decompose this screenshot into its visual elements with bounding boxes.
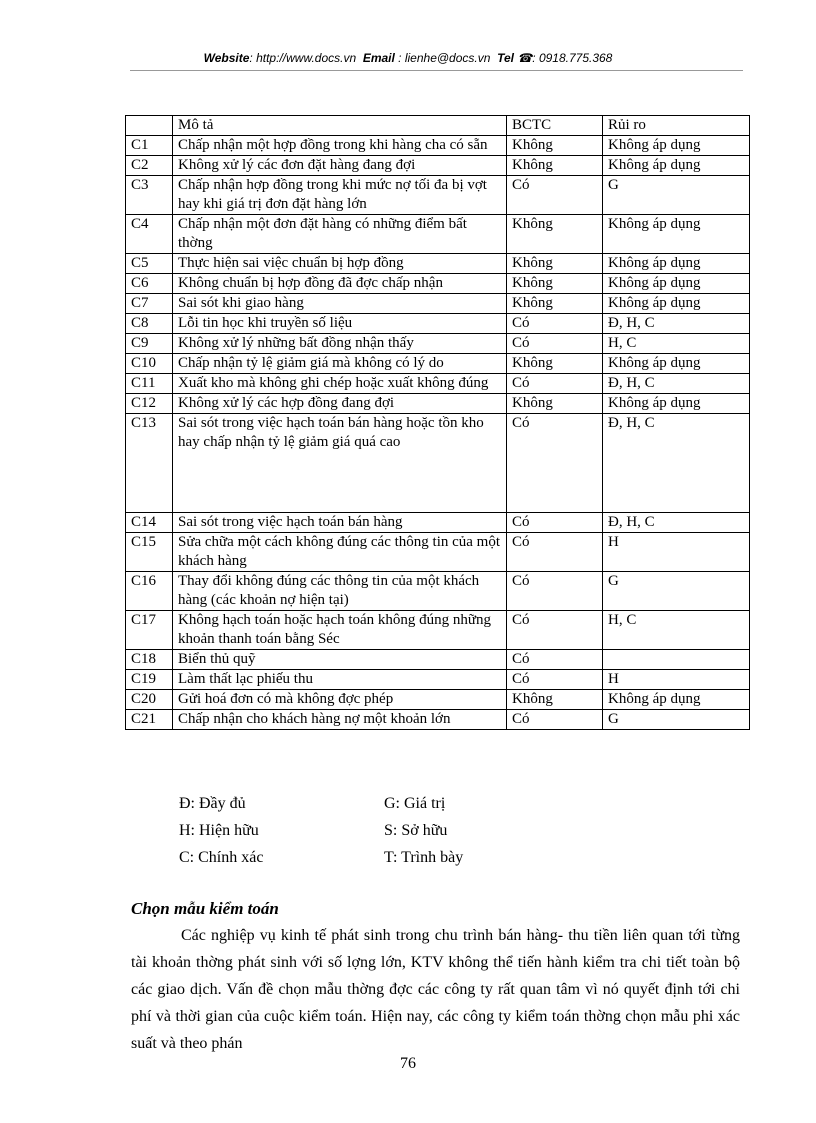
cell-description: Chấp nhận tỷ lệ giảm giá mà không có lý do xyxy=(173,354,507,374)
cell-risk: Đ, H, C xyxy=(603,414,750,513)
phone-icon: ☎ xyxy=(517,51,533,65)
cell-risk: G xyxy=(603,710,750,730)
cell-bctc: Có xyxy=(507,334,603,354)
cell-bctc: Không xyxy=(507,294,603,314)
cell-code: C14 xyxy=(126,513,173,533)
cell-code: C3 xyxy=(126,176,173,215)
header-cell-risk: Rủi ro xyxy=(603,116,750,136)
cell-description: Sửa chữa một cách không đúng các thông tin của một khách hàng xyxy=(173,533,507,572)
cell-risk: Không áp dụng xyxy=(603,294,750,314)
cell-description: Sai sót trong việc hạch toán bán hàng xyxy=(173,513,507,533)
cell-code: C7 xyxy=(126,294,173,314)
table-row xyxy=(126,572,750,611)
cell-description: Sai sót trong việc hạch toán bán hàng hoặc tồn kho hay chấp nhận tỷ lệ giảm giá quá cao xyxy=(173,414,507,513)
risk-table-body xyxy=(126,116,750,730)
cell-bctc: Có xyxy=(507,513,603,533)
cell-bctc: Không xyxy=(507,136,603,156)
table-row xyxy=(126,611,750,650)
cell-description: Không xử lý các hợp đồng đang đợi xyxy=(173,394,507,414)
cell-description: Chấp nhận cho khách hàng nợ một khoản lớn xyxy=(173,710,507,730)
cell-risk: Không áp dụng xyxy=(603,254,750,274)
cell-code: C4 xyxy=(126,215,173,254)
header-divider xyxy=(130,70,743,71)
table-row xyxy=(126,670,750,690)
legend-item: T: Trình bày xyxy=(384,849,464,866)
cell-bctc: Có xyxy=(507,572,603,611)
cell-bctc: Có xyxy=(507,533,603,572)
cell-description: Thay đổi không đúng các thông tin của một khách hàng (các khoản nợ hiện tại) xyxy=(173,572,507,611)
legend-row xyxy=(179,844,463,871)
cell-risk xyxy=(603,650,750,670)
table-row xyxy=(126,274,750,294)
table-row xyxy=(126,690,750,710)
legend xyxy=(179,790,463,871)
website-value: : http://www.docs.vn xyxy=(249,51,357,65)
legend-item: S: Sở hữu xyxy=(384,822,448,839)
cell-bctc: Không xyxy=(507,156,603,176)
cell-description: Chấp nhận một hợp đồng trong khi hàng cha có sẵn xyxy=(173,136,507,156)
cell-risk: G xyxy=(603,176,750,215)
header-cell-description: Mô tả xyxy=(173,116,507,136)
email-label: Email xyxy=(362,51,395,65)
cell-code: C5 xyxy=(126,254,173,274)
cell-code: C17 xyxy=(126,611,173,650)
cell-risk: Đ, H, C xyxy=(603,314,750,334)
cell-bctc: Có xyxy=(507,314,603,334)
table-row xyxy=(126,533,750,572)
legend-row xyxy=(179,817,463,844)
cell-code: C1 xyxy=(126,136,173,156)
cell-code: C6 xyxy=(126,274,173,294)
table-row xyxy=(126,254,750,274)
table-row xyxy=(126,314,750,334)
cell-risk: H, C xyxy=(603,611,750,650)
body-paragraph: Các nghiệp vụ kinh tế phát sinh trong chu trình bán hàng- thu tiền liên quan tới từng tài khoản thờng phát sinh với số lợng lớn, KTV không thể tiến hành kiểm tra chi tiết toàn bộ các giao dịch. Vấn đề chọn mẫu thờng đợc các công ty rất quan tâm vì nó quyết định tới chi phí và thời gian của cuộc kiểm toán. Hiện nay, các công ty kiểm toán thờng chọn mẫu phi xác suất và theo phán xyxy=(131,927,740,1052)
tel-value: : 0918.775.368 xyxy=(532,51,613,65)
legend-item: Đ: Đầy đủ xyxy=(179,795,246,812)
cell-code: C12 xyxy=(126,394,173,414)
email-value: : lienhe@docs.vn xyxy=(398,51,491,65)
website-label: Website xyxy=(203,51,250,65)
cell-bctc: Không xyxy=(507,254,603,274)
cell-risk: Không áp dụng xyxy=(603,690,750,710)
cell-bctc: Có xyxy=(507,710,603,730)
cell-code: C2 xyxy=(126,156,173,176)
cell-risk: Không áp dụng xyxy=(603,156,750,176)
cell-code: C13 xyxy=(126,414,173,513)
table-header-row xyxy=(126,116,750,136)
cell-risk: G xyxy=(603,572,750,611)
cell-description: Chấp nhận hợp đồng trong khi mức nợ tối đa bị vợt hay khi giá trị đơn đặt hàng lớn xyxy=(173,176,507,215)
cell-description: Chấp nhận một đơn đặt hàng có những điểm bất thờng xyxy=(173,215,507,254)
table-row xyxy=(126,294,750,314)
cell-risk: Đ, H, C xyxy=(603,374,750,394)
cell-bctc: Có xyxy=(507,650,603,670)
table-row xyxy=(126,374,750,394)
table-row xyxy=(126,354,750,374)
cell-code: C10 xyxy=(126,354,173,374)
cell-risk: H, C xyxy=(603,334,750,354)
table-row xyxy=(126,414,750,513)
tel-label: Tel xyxy=(497,51,514,65)
cell-bctc: Không xyxy=(507,394,603,414)
cell-code: C9 xyxy=(126,334,173,354)
legend-row xyxy=(179,790,463,817)
cell-bctc: Có xyxy=(507,611,603,650)
cell-description: Không chuẩn bị hợp đồng đã đợc chấp nhận xyxy=(173,274,507,294)
legend-item: H: Hiện hữu xyxy=(179,822,259,839)
cell-code: C16 xyxy=(126,572,173,611)
page-header xyxy=(0,51,816,65)
cell-code: C11 xyxy=(126,374,173,394)
table-row xyxy=(126,334,750,354)
section-title: Chọn mẫu kiểm toán xyxy=(131,899,279,918)
cell-code: C8 xyxy=(126,314,173,334)
cell-bctc: Không xyxy=(507,354,603,374)
cell-description: Gửi hoá đơn có mà không đợc phép xyxy=(173,690,507,710)
cell-code: C15 xyxy=(126,533,173,572)
table-row xyxy=(126,394,750,414)
legend-item: G: Giá trị xyxy=(384,795,446,812)
header-cell-bctc: BCTC xyxy=(507,116,603,136)
cell-bctc: Có xyxy=(507,670,603,690)
cell-description: Lỗi tin học khi truyền số liệu xyxy=(173,314,507,334)
risk-table xyxy=(125,115,750,730)
cell-code: C18 xyxy=(126,650,173,670)
cell-bctc: Có xyxy=(507,414,603,513)
cell-description: Thực hiện sai việc chuẩn bị hợp đồng xyxy=(173,254,507,274)
cell-risk: Đ, H, C xyxy=(603,513,750,533)
cell-bctc: Có xyxy=(507,176,603,215)
table-row xyxy=(126,156,750,176)
cell-description: Làm thất lạc phiếu thu xyxy=(173,670,507,690)
header-cell-code xyxy=(126,116,173,136)
table-row xyxy=(126,136,750,156)
cell-bctc: Không xyxy=(507,274,603,294)
cell-description: Sai sót khi giao hàng xyxy=(173,294,507,314)
table-row xyxy=(126,710,750,730)
cell-risk: H xyxy=(603,533,750,572)
cell-bctc: Không xyxy=(507,690,603,710)
cell-code: C19 xyxy=(126,670,173,690)
page-number: 76 xyxy=(400,1055,416,1072)
table-row xyxy=(126,513,750,533)
cell-risk: Không áp dụng xyxy=(603,274,750,294)
cell-description: Không xử lý những bất đồng nhận thấy xyxy=(173,334,507,354)
cell-risk: Không áp dụng xyxy=(603,394,750,414)
cell-bctc: Có xyxy=(507,374,603,394)
cell-code: C20 xyxy=(126,690,173,710)
cell-risk: Không áp dụng xyxy=(603,136,750,156)
cell-description: Không xử lý các đơn đặt hàng đang đợi xyxy=(173,156,507,176)
cell-code: C21 xyxy=(126,710,173,730)
cell-description: Xuất kho mà không ghi chép hoặc xuất không đúng xyxy=(173,374,507,394)
table-row xyxy=(126,176,750,215)
cell-description: Biển thủ quỹ xyxy=(173,650,507,670)
table-row xyxy=(126,650,750,670)
cell-risk: H xyxy=(603,670,750,690)
table-row xyxy=(126,215,750,254)
cell-description: Không hạch toán hoặc hạch toán không đúng những khoản thanh toán bằng Séc xyxy=(173,611,507,650)
cell-bctc: Không xyxy=(507,215,603,254)
legend-item: C: Chính xác xyxy=(179,849,264,866)
cell-risk: Không áp dụng xyxy=(603,354,750,374)
cell-risk: Không áp dụng xyxy=(603,215,750,254)
